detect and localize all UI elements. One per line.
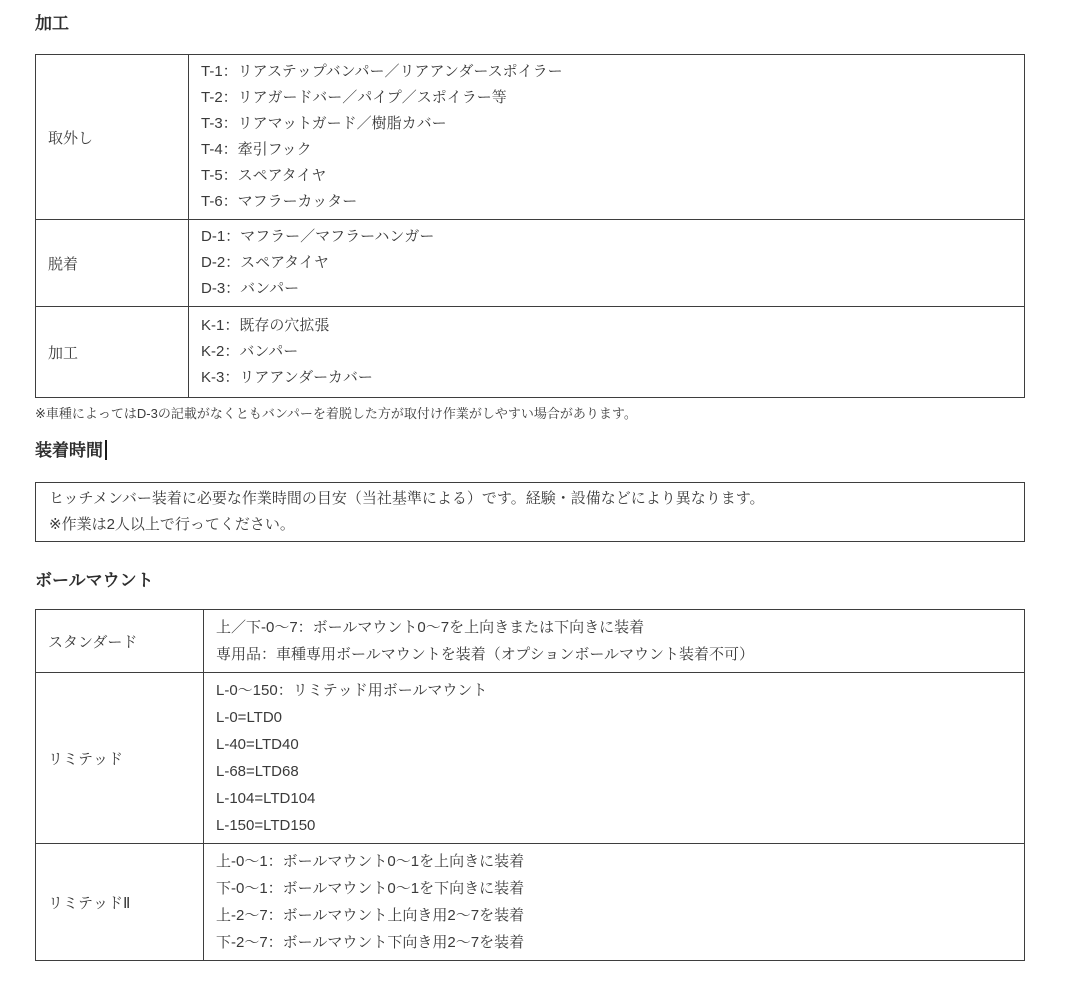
text-cursor (105, 440, 107, 460)
item-line: T-1：リアステップバンパー／リアアンダースポイラー (201, 63, 563, 80)
row-label-removal: 取外し (36, 55, 189, 220)
table-row (36, 220, 1025, 307)
item-line: 下-0～1：ボールマウント0～1を下向きに装着 (216, 880, 525, 897)
row-items (204, 673, 1025, 844)
item-line: K-2：バンパー (201, 343, 299, 360)
item-line: L-40=LTD40 (216, 736, 299, 753)
item-line: T-2：リアガードバー／パイプ／スポイラー等 (201, 89, 507, 106)
row-label-machining: 加工 (36, 307, 189, 398)
row-label-limited: リミテッド (36, 673, 204, 844)
section-heading-processing: 加工 (35, 14, 69, 33)
installation-time-info-box (35, 482, 1025, 542)
table-row (36, 844, 1025, 961)
item-line: D-2：スペアタイヤ (201, 254, 329, 271)
item-line: 上／下-0～7：ボールマウント0～7を上向きまたは下向きに装着 (216, 619, 645, 636)
row-label-standard: スタンダード (36, 610, 204, 673)
item-line: D-1：マフラー／マフラーハンガー (201, 228, 435, 245)
item-line: L-104=LTD104 (216, 790, 316, 807)
row-label-limited-2: リミテッドⅡ (36, 844, 204, 961)
row-items (189, 55, 1025, 220)
footnote-d3: ※車種によってはD-3の記載がなくともバンパーを着脱した方が取付け作業がしやすい場合があります。 (35, 406, 637, 421)
table-row (36, 673, 1025, 844)
table-row (36, 55, 1025, 220)
item-line: L-68=LTD68 (216, 763, 299, 780)
item-line: T-3：リアマットガード／樹脂カバー (201, 115, 447, 132)
item-line: K-3：リアアンダーカバー (201, 369, 373, 386)
section-heading-ball-mount: ボールマウント (35, 571, 154, 590)
row-items (189, 220, 1025, 307)
table-row (36, 610, 1025, 673)
item-line: 下-2～7：ボールマウント下向き用2～7を装着 (216, 934, 525, 951)
item-line: K-1：既存の穴拡張 (201, 317, 330, 334)
item-line: 専用品：車種専用ボールマウントを装着（オプションボールマウント装着不可） (216, 646, 755, 663)
row-label-detach: 脱着 (36, 220, 189, 307)
item-line: 上-0～1：ボールマウント0～1を上向きに装着 (216, 853, 525, 870)
info-line: ヒッチメンバー装着に必要な作業時間の目安（当社基準による）です。経験・設備などにより異なります。 (49, 490, 765, 507)
section-heading-installation-time[interactable] (35, 439, 1027, 463)
item-line: T-6：マフラーカッター (201, 193, 358, 210)
item-line: L-150=LTD150 (216, 817, 316, 834)
row-items (204, 610, 1025, 673)
item-line: L-0=LTD0 (216, 709, 283, 726)
item-line: D-3：バンパー (201, 280, 300, 297)
ball-mount-table (35, 609, 1025, 961)
row-items (204, 844, 1025, 961)
row-items (189, 307, 1025, 398)
item-line: 上-2～7：ボールマウント上向き用2～7を装着 (216, 907, 525, 924)
item-line: T-5：スペアタイヤ (201, 167, 327, 184)
info-line: ※作業は2人以上で行ってください。 (49, 516, 295, 533)
processing-table (35, 54, 1025, 398)
item-line: L-0～150：リミテッド用ボールマウント (216, 682, 488, 699)
item-line: T-4：牽引フック (201, 141, 312, 158)
installation-time-label: 装着時間 (35, 441, 103, 460)
table-row (36, 307, 1025, 398)
